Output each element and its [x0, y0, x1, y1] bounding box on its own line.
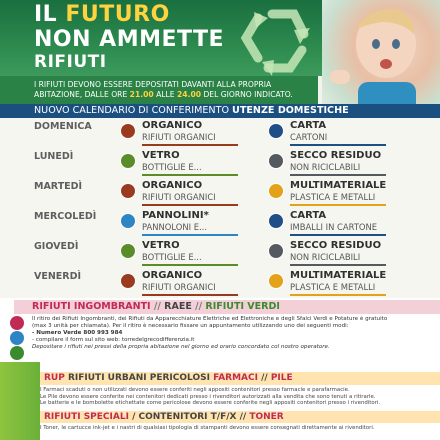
- notice-text: ALLE: [153, 90, 177, 99]
- waste-underline: [142, 294, 238, 296]
- hero-title-line-3: RIFIUTI: [34, 52, 107, 72]
- rup-line: I Farmaci scaduti o non utilizzati devono essere conferiti negli appositi contenitori presso farmacie e parafarmacie.: [40, 387, 350, 393]
- waste-subtitle: PLASTICA E METALLI: [290, 282, 376, 292]
- waste-subtitle: BOTTIGLIE E...: [142, 162, 202, 172]
- rup-text: [40, 387, 436, 407]
- waste-subtitle: CARTONI: [290, 132, 328, 142]
- organico-icon: [120, 273, 136, 289]
- special-separator: //: [236, 412, 250, 422]
- notice-line-1: I RIFIUTI DEVONO ESSERE DEPOSITATI DAVANTI ALLA PROPRIA: [34, 80, 272, 89]
- secco-icon: [268, 153, 284, 169]
- calendar-row: [0, 120, 440, 150]
- waste-underline: [142, 174, 238, 176]
- organico-icon: [120, 123, 136, 139]
- special-separator: /: [128, 412, 139, 422]
- hero-title-futuro: FUTURO: [65, 2, 170, 27]
- heading-raee: RAEE: [164, 301, 192, 312]
- waste-title: ORGANICO: [142, 120, 203, 131]
- carta-icon: [268, 123, 284, 139]
- secco-icon: [268, 243, 284, 259]
- bulky-line: Depositare i rifiuti nei pressi della propria abitazione nel giorno ed orario concordato col nostro operatore.: [32, 344, 330, 350]
- waste-subtitle: RIFIUTI ORGANICI: [142, 282, 216, 292]
- calendar-row: [0, 270, 440, 300]
- special-containers: CONTENITORI T/F/X: [138, 412, 237, 422]
- notice-line-2: [34, 90, 318, 100]
- rup-line: Le batterie e le bombolette etichettate come pericolose devono essere conferite negli appositi contenitori presso i rivenditori.: [40, 400, 381, 406]
- special-title: RIFIUTI SPECIALI: [44, 412, 129, 422]
- pannolini-icon: [120, 213, 136, 229]
- organico-icon: [120, 183, 136, 199]
- deposit-notice: [0, 76, 318, 104]
- vetro-icon: [120, 153, 136, 169]
- bulky-waste-text: [32, 316, 432, 351]
- bulky-line: (max 3 unità per chiamata). Per il ritiro è necessario fissare un appuntamento utilizzando uno dei seguenti modi:: [32, 323, 349, 329]
- multi-icon: [268, 273, 284, 289]
- waste-underline: [290, 144, 386, 146]
- rup-title: RIFIUTI URBANI PERICOLOSI: [64, 373, 214, 383]
- recycle-icon: [228, 6, 320, 76]
- waste-underline: [290, 234, 386, 236]
- collection-calendar: [0, 118, 440, 298]
- hero-title-line-1: [34, 2, 170, 27]
- vetro-icon: [120, 243, 136, 259]
- special-text: [40, 425, 436, 432]
- waste-subtitle: NON RICICLABILI: [290, 252, 361, 262]
- child-illustration: [322, 0, 440, 118]
- waste-underline: [142, 234, 238, 236]
- calendar-row: [0, 180, 440, 210]
- notice-end-time: 24.00: [177, 90, 202, 99]
- footer-green-bar: [0, 362, 40, 440]
- appliance-icon: [10, 331, 24, 345]
- special-waste-heading: [40, 411, 440, 423]
- waste-underline: [290, 204, 386, 206]
- waste-title: SECCO RESIDUO: [290, 150, 382, 161]
- toll-free-number: - Numero Verde 800 993 984: [32, 330, 123, 336]
- bulky-waste-heading: [14, 300, 440, 314]
- day-label: LUNEDÌ: [34, 151, 74, 162]
- waste-subtitle: IMBALLI IN CARTONE: [290, 222, 378, 232]
- waste-title: ORGANICO: [142, 270, 203, 281]
- calendar-title-band: [0, 104, 440, 118]
- calendar-row: [0, 210, 440, 240]
- heading-verdi: RIFIUTI VERDI: [205, 301, 280, 312]
- waste-title: MULTIMATERIALE: [290, 180, 387, 191]
- leaf-icon: [10, 346, 24, 360]
- multi-icon: [268, 183, 284, 199]
- calendar-title: NUOVO CALENDARIO DI CONFERIMENTO: [34, 105, 233, 116]
- notice-text: DEL GIORNO INDICATO.: [201, 90, 293, 99]
- heading-separator: //: [191, 301, 206, 312]
- waste-title: SECCO RESIDUO: [290, 240, 382, 251]
- rup-pile: PILE: [270, 373, 293, 383]
- website-line: - compilare il form sul sito web: torredelgrecodifferenzia.it: [32, 337, 195, 343]
- waste-underline: [142, 264, 238, 266]
- waste-title: MULTIMATERIALE: [290, 270, 387, 281]
- day-label: MARTEDÌ: [34, 181, 83, 192]
- waste-underline: [290, 174, 386, 176]
- waste-title: ORGANICO: [142, 180, 203, 191]
- heading-separator: //: [150, 301, 165, 312]
- day-label: GIOVEDÌ: [34, 241, 79, 252]
- waste-title: CARTA: [290, 120, 327, 131]
- waste-subtitle: NON RICICLABILI: [290, 162, 361, 172]
- waste-subtitle: PANNOLONI E...: [142, 222, 207, 232]
- waste-underline: [142, 144, 238, 146]
- special-line: I Toner, le cartucce ink-jet e i nastri di qualsiasi tipologia di stampanti devono essere consegnati direttamente ai rivenditori.: [40, 425, 375, 431]
- calendar-row: [0, 150, 440, 180]
- hero-title-line-2: NON AMMETTE: [34, 27, 225, 52]
- bulky-icons: [10, 316, 28, 361]
- waste-title: VETRO: [142, 150, 180, 161]
- hazardous-waste-section: [40, 362, 440, 440]
- calendar-row: [0, 240, 440, 270]
- sofa-icon: [10, 316, 24, 330]
- bulky-waste-section: [0, 298, 440, 362]
- rup-line: Le Pile devono essere conferite nei contenitori dedicati presso i rivenditori autorizzati alla vendita che sono tenuti a ritirarle.: [40, 393, 376, 400]
- waste-underline: [290, 264, 386, 266]
- waste-title: VETRO: [142, 240, 180, 251]
- child-photo: [322, 0, 440, 118]
- waste-subtitle: BOTTIGLIE E...: [142, 252, 202, 262]
- notice-text: ABITAZIONE, DALLE ORE: [34, 90, 130, 99]
- rup-farmaci: FARMACI: [213, 373, 258, 383]
- carta-icon: [268, 213, 284, 229]
- rup-separator: //: [257, 373, 271, 383]
- calendar-title-highlight: UTENZE DOMESTICHE: [232, 105, 349, 116]
- day-label: DOMENICA: [34, 121, 92, 132]
- waste-subtitle: PLASTICA E METALLI: [290, 192, 376, 202]
- waste-underline: [290, 294, 386, 296]
- special-toner: TONER: [249, 412, 284, 422]
- rup-heading: [40, 372, 440, 385]
- bulky-line: Il ritiro dei Rifiuti Ingombranti, dei Rifiuti da Apparecchiature Elettriche ed Elettroniche e degli Sfalci Verdi e Potature è gratuito: [32, 316, 388, 322]
- waste-underline: [142, 204, 238, 206]
- day-label: MERCOLEDÌ: [34, 211, 97, 222]
- waste-subtitle: RIFIUTI ORGANICI: [142, 132, 216, 142]
- waste-title: CARTA: [290, 210, 327, 221]
- hero-title-il: IL: [34, 2, 66, 27]
- heading-ingombranti: RIFIUTI INGOMBRANTI: [32, 301, 151, 312]
- notice-start-time: 21.00: [129, 90, 154, 99]
- day-label: VENERDÌ: [34, 271, 82, 282]
- waste-subtitle: RIFIUTI ORGANICI: [142, 192, 216, 202]
- rup-label: RUP: [44, 373, 65, 383]
- waste-title: PANNOLINI*: [142, 210, 209, 221]
